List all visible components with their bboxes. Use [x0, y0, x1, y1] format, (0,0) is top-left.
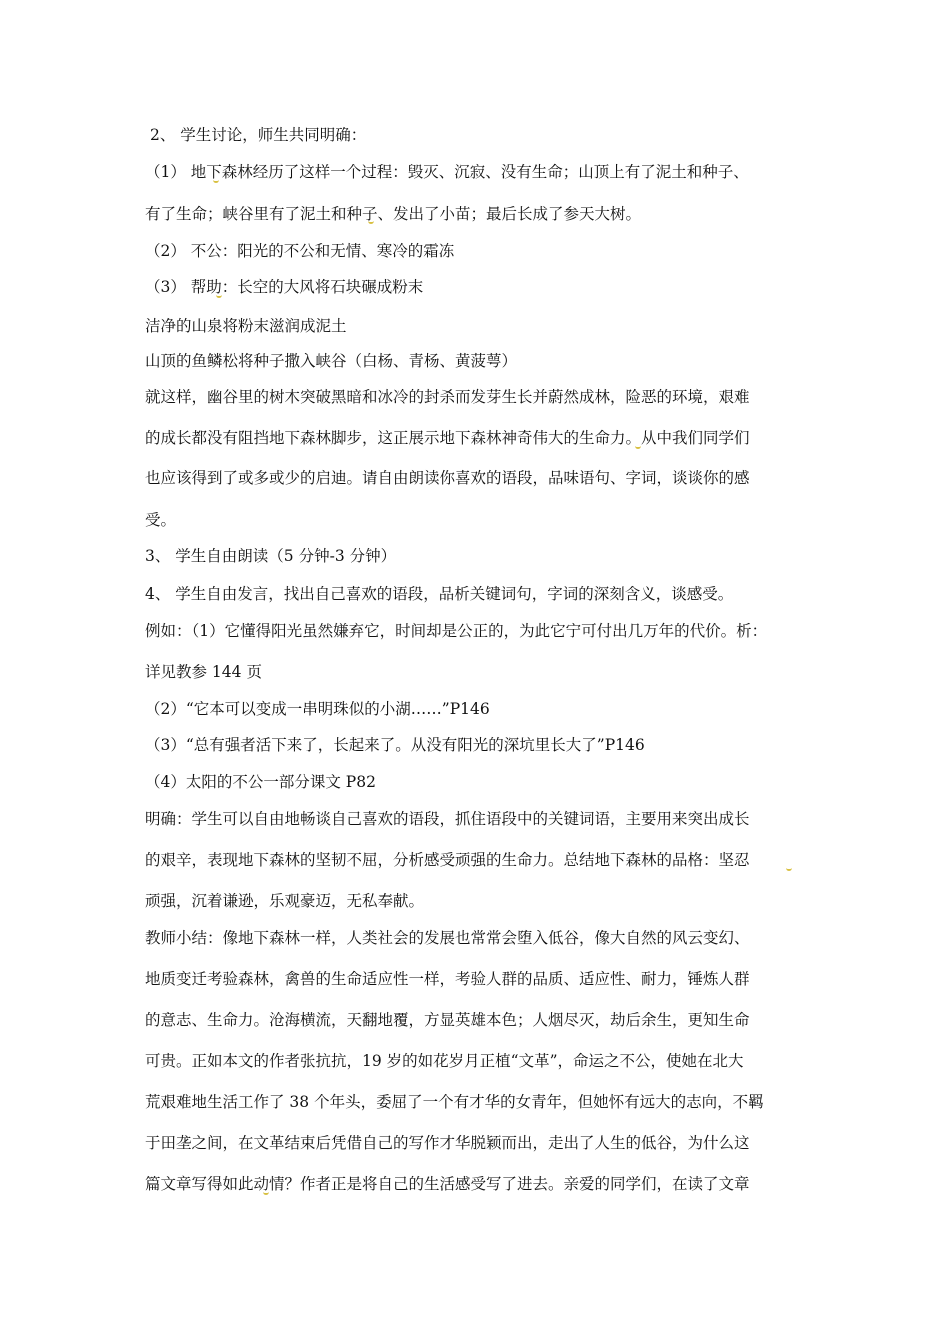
text-line-7: 山顶的鱼鳞松将种子撒入峡谷（白杨、青杨、黄菠萼） [145, 352, 518, 370]
text-line-8: 就这样，幽谷里的树木突破黑暗和冰冷的封杀而发芽生长并蔚然成林，险恶的环境，艰难 [145, 388, 750, 406]
text-line-15: 详见教参 144 页 [145, 663, 262, 681]
text-line-9: 的成长都没有阻挡地下森林脚步，这正展示地下森林神奇伟大的生命力。从中我们同学们 [145, 429, 750, 447]
text-line-13: 4、 学生自由发言，找出自己喜欢的语段，品析关键词句，字词的深刻含义，谈感受。 [145, 585, 734, 603]
text-line-12: 3、 学生自由朗读（5 分钟-3 分钟） [145, 547, 397, 565]
text-line-10: 也应该得到了或多或少的启迪。请自由朗读你喜欢的语段，品味语句、字词，谈谈你的感 [145, 469, 750, 487]
text-line-23: 地质变迁考验森林，禽兽的生命适应性一样，考验人群的品质、适应性、耐力，锤炼人群 [145, 970, 750, 988]
text-line-14: 例如：（1）它懂得阳光虽然嫌弃它，时间却是公正的，为此它宁可付出几万年的代价。析： [145, 622, 768, 640]
text-line-25: 可贵。正如本文的作者张抗抗，19 岁的如花岁月正植“文革”，命运之不公，使她在北大 [145, 1052, 744, 1070]
text-line-16: （2）“它本可以变成一串明珠似的小湖……”P146 [145, 700, 490, 718]
text-line-24: 的意志、生命力。沧海横流，天翻地覆，方显英雄本色；人烟尽灭，劫后余生，更知生命 [145, 1011, 750, 1029]
text-line-4: （2） 不公：阳光的不公和无情、寒冷的霜冻 [145, 242, 455, 260]
text-line-28: 篇文章写得如此动情？作者正是将自己的生活感受写了进去。亲爱的同学们，在读了文章 [145, 1175, 750, 1193]
text-line-6: 洁净的山泉将粉末滋润成泥土 [145, 317, 347, 335]
text-line-20: 的艰辛，表现地下森林的坚韧不屈，分析感受顽强的生命力。总结地下森林的品格：坚忍 [145, 851, 750, 869]
text-line-26: 荒艰难地生活工作了 38 个年头，委屈了一个有才华的女青年，但她怀有远大的志向，不羁 [145, 1093, 764, 1111]
text-line-2: （1） 地下森林经历了这样一个过程：毁灭、沉寂、没有生命；山顶上有了泥土和种子、 [145, 163, 749, 181]
text-line-17: （3）“总有强者活下来了，长起来了。从没有阳光的深坑里长大了”P146 [145, 736, 645, 754]
text-line-27: 于田垄之间，在文革结束后凭借自己的写作才华脱颖而出，走出了人生的低谷，为什么这 [145, 1134, 750, 1152]
text-line-11: 受。 [145, 511, 177, 529]
text-line-18: （4）太阳的不公一部分课文 P82 [145, 773, 376, 791]
text-line-5: （3） 帮助：长空的大风将石块碾成粉末 [145, 278, 424, 296]
text-line-22: 教师小结：像地下森林一样，人类社会的发展也常常会堕入低谷，像大自然的风云变幻、 [145, 929, 750, 947]
highlight-mark [786, 866, 792, 871]
text-line-3: 有了生命；峡谷里有了泥土和种子、发出了小苗；最后长成了参天大树。 [145, 205, 642, 223]
text-line-21: 顽强，沉着谦逊，乐观豪迈，无私奉献。 [145, 892, 425, 910]
text-line-19: 明确：学生可以自由地畅谈自己喜欢的语段，抓住语段中的关键词语，主要用来突出成长 [145, 810, 750, 828]
text-line-1: 2、 学生讨论，师生共同明确： [150, 126, 367, 144]
